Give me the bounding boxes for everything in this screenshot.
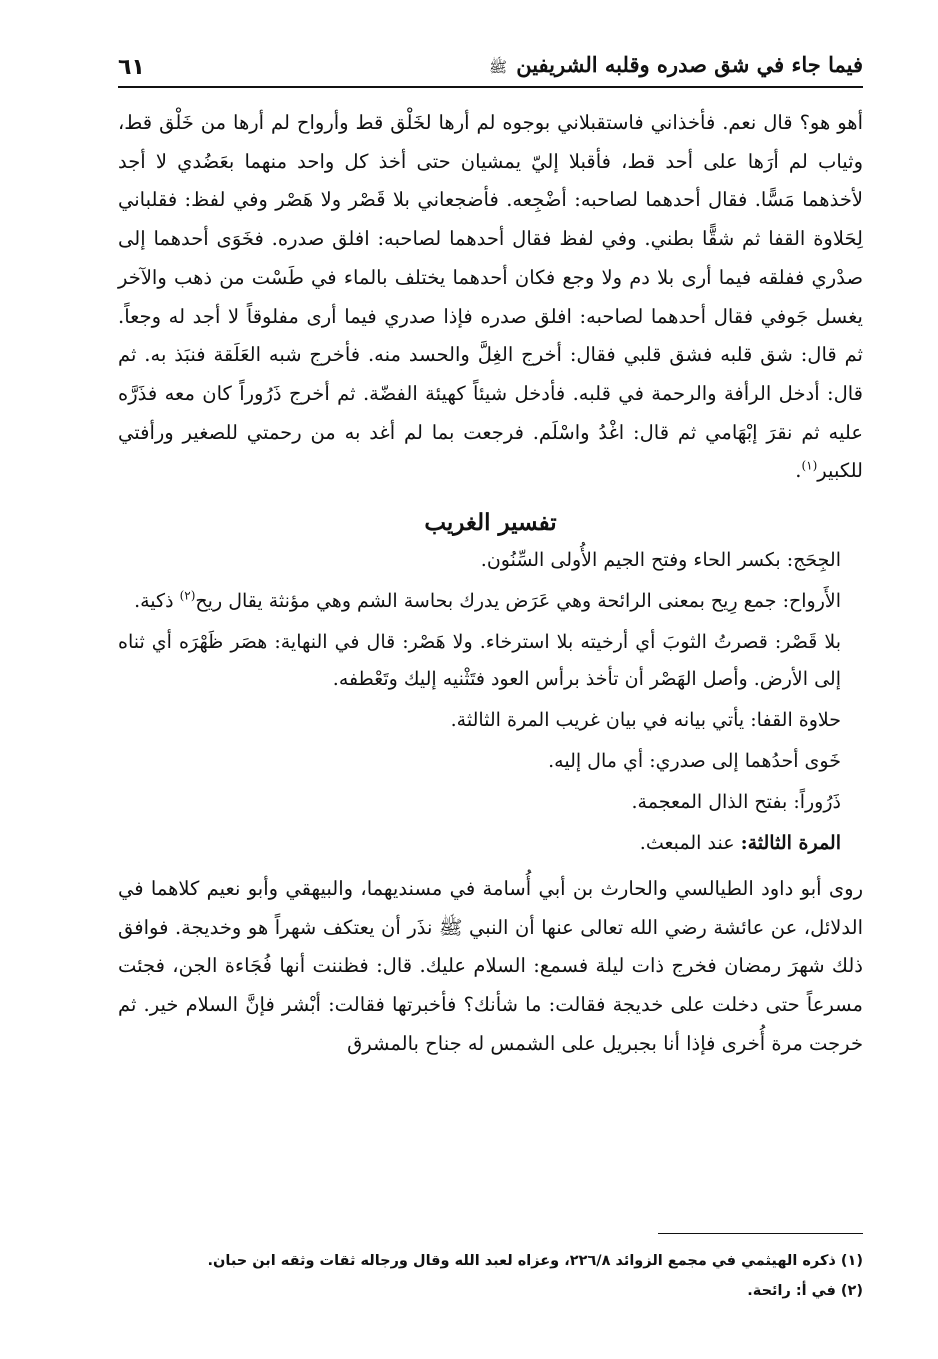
glossary-term: الجِحَج:: [786, 549, 841, 572]
glossary-item: [118, 702, 863, 739]
glossary-term: الأَرواح:: [782, 590, 841, 613]
glossary-text: أي مال إليه.: [548, 750, 650, 773]
book-page: [118, 40, 863, 1330]
glossary-item: [118, 624, 863, 698]
glossary: [118, 542, 863, 862]
main-paragraph-text: أهو هو؟ قال نعم. فأخذاني فاستقبلاني بوجوه لم أرها لخَلْق قط وأرواح لم أرها من خَلْق قط، وثياب لم أرَها على أحد قط، فأقبلا إليّ يمشيان حتى أخذ كل واحد منهما بعَضُدي لا أجد لأخذهما مَسًّا. فقال أحدهما لصاحبه: أضْجِعه. فأضجعاني بلا قَصْر ولا هَصْر وفي لفظ: فقلباني لِحَلاوة القفا ثم شقًّا بطني. وفي لفظ فقال أحدهما لصاحبه: افلق صدره. فخَوَى أحدهما إلى صدْري ففلقه فيما أرى بلا دم ولا وجع فكان أحدهما يختلف بالماء في طَسْت من ذهب والآخر يغسل جَوفي فقال أحدهما لصاحبه: افلق صدره فإذا صدري فيما أرى مفلوقاً لا أجد له وجعاً. ثم قال: شق قلبه فشق قلبي فقال: أخرج الغِلَّ والحسد منه. فأخرج شبه العَلَقة فنبَذ به. ثم قال: أدخل الرأفة والرحمة في قلبه. فأدخل شيئاً كهيئة الفضّة. ثم أخرج ذَرُوراً كان معه فذَرَّه عليه ثم نقرَ إبْهَامي ثم قال: اغْدُ واسْلَم. فرجعت بما لم أغد به من رحمتي للصغير ورأفتي للكبير: [118, 111, 863, 483]
pbuh-glyph: ﷺ: [489, 58, 508, 76]
footnote-ref-1: (١): [801, 458, 818, 473]
footnote-divider: [658, 1233, 863, 1234]
glossary-item: [118, 542, 863, 579]
glossary-text: قصرتُ الثوبَ أي أرخيته بلا استرخاء. ولا هَصْر: قال في النهاية: هصَر ظَهْرَه أي ثناه إلى الأرض. وأصل الهَصْر أن تأخذ برأس العود فتَثْنيه إليك وتَعْطفه.: [118, 631, 841, 691]
footnote-1: (١) ذكره الهيثمي في مجمع الزوائد ٢٢٦/٨، وعزاه لعبد الله وقال ورجاله ثقات وثقه ابن حبان.: [207, 1253, 863, 1269]
main-paragraph-end: .: [795, 459, 802, 483]
footnotes: [118, 1233, 863, 1306]
footnote-2: (٢) في أ: رائحة.: [747, 1283, 863, 1299]
glossary-item: [118, 583, 863, 620]
glossary-term: بلا قَصْر:: [774, 631, 841, 654]
glossary-item: [118, 743, 863, 780]
glossary-text: جمع رِيح بمعنى الرائحة وهي عَرَض يدرك بحاسة الشم وهي مؤنثة يقال ريح: [195, 590, 783, 613]
glossary-term: خَوى أحدُهما إلى صدري:: [649, 750, 841, 773]
glossary-text: عند المبعث.: [639, 832, 741, 855]
glossary-text: يأتي بيانه في بيان غريب المرة الثالثة.: [450, 709, 751, 732]
glossary-term: حلاوة القفا:: [750, 709, 841, 732]
glossary-term: ذَرُوراً:: [793, 791, 841, 814]
running-header: [118, 40, 863, 88]
glossary-text: بفتح الذال المعجمة.: [631, 791, 794, 814]
glossary-item: [118, 825, 863, 862]
footnote-ref-2: (٢): [179, 588, 196, 603]
glossary-term: المرة الثالثة:: [740, 832, 841, 855]
header-title: فيما جاء في شق صدره وقلبه الشريفين: [516, 52, 863, 77]
glossary-item: [118, 784, 863, 821]
main-paragraph: [118, 104, 863, 491]
second-paragraph-text: روى أبو داود الطيالسي والحارث بن أبي أُسامة في مسنديهما، والبيهقي وأبو نعيم كلاهما في الدلائل، عن عائشة رضي الله تعالى عنها أن النبي ﷺ نذَر أن يعتكف شهراً هو وخديجة. فوافق ذلك شهرَ رمضان فخرج ذات ليلة فسمع: السلام عليك. قال: فظننت أنها فُجَاءة الجن، فجئت مسرعاً حتى دخلت على خديجة فقالت: ما شأنك؟ فأخبرتها فقالت: أبْشر فإنَّ السلام خير. ثم خرجت مرة أُخرى فإذا أنا بجبريل على الشمس له جناح بالمشرق: [118, 877, 863, 1055]
glossary-text: بكسر الحاء وفتح الجيم الأُولى السِّنُون.: [480, 549, 787, 572]
section-heading: تفسير الغريب: [424, 509, 557, 537]
second-paragraph: [118, 870, 863, 1064]
header-title-group: [489, 52, 863, 80]
glossary-text-tail: ذكية.: [134, 590, 180, 613]
page-number: ٦١: [118, 55, 145, 80]
